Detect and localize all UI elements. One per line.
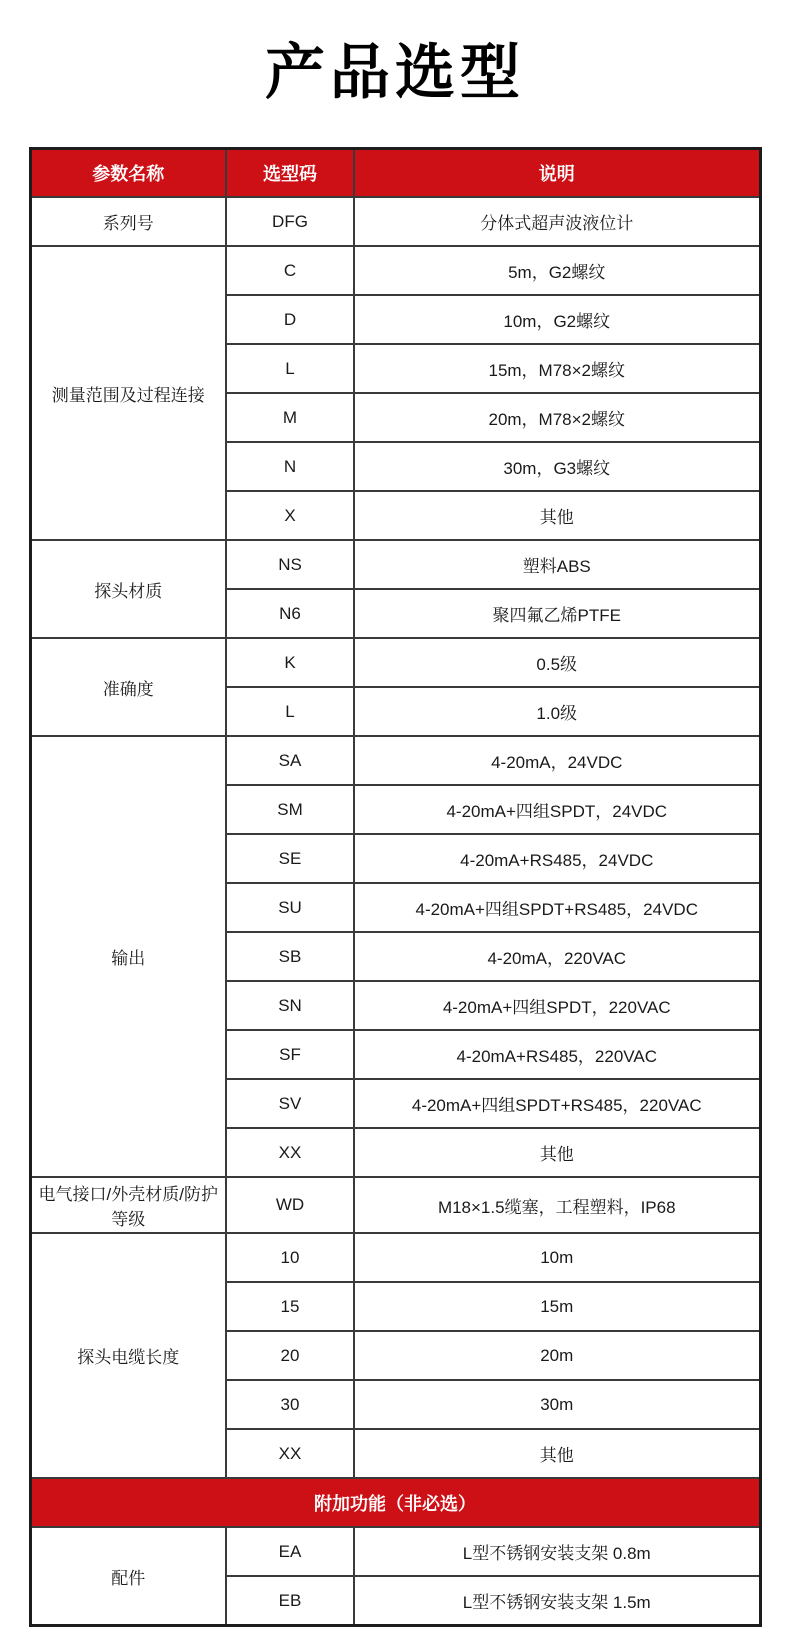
code-cell: EA [226,1527,354,1576]
code-cell: NS [226,540,354,589]
desc-cell: 4-20mA+四组SPDT，220VAC [354,981,760,1030]
desc-cell: 30m [354,1380,760,1429]
table-row [30,1527,760,1576]
code-cell: N6 [226,589,354,638]
desc-cell: 4-20mA+RS485，24VDC [354,834,760,883]
code-cell: L [226,344,354,393]
code-cell: N [226,442,354,491]
code-cell: SM [226,785,354,834]
code-cell: C [226,246,354,295]
desc-cell: 其他 [354,491,760,540]
code-cell: SA [226,736,354,785]
desc-cell: 1.0级 [354,687,760,736]
code-cell: XX [226,1429,354,1478]
desc-cell: 10m [354,1233,760,1282]
header-desc: 说明 [354,149,760,198]
desc-cell: 4-20mA+四组SPDT+RS485，220VAC [354,1079,760,1128]
code-cell: X [226,491,354,540]
table-row [30,736,760,785]
code-cell: 15 [226,1282,354,1331]
param-cell: 准确度 [30,638,226,736]
param-cell: 电气接口/外壳材质/防护等级 [30,1177,226,1233]
desc-cell: 20m [354,1331,760,1380]
desc-cell: M18×1.5缆塞，工程塑料，IP68 [354,1177,760,1233]
desc-cell: 4-20mA+四组SPDT+RS485，24VDC [354,883,760,932]
code-cell: SF [226,1030,354,1079]
code-cell: K [226,638,354,687]
param-cell: 系列号 [30,197,226,246]
table-row [30,1233,760,1282]
code-cell: EB [226,1576,354,1626]
desc-cell: 30m，G3螺纹 [354,442,760,491]
code-cell: SN [226,981,354,1030]
desc-cell: 15m，M78×2螺纹 [354,344,760,393]
header-param: 参数名称 [30,149,226,198]
code-cell: 30 [226,1380,354,1429]
desc-cell: 其他 [354,1128,760,1177]
desc-cell: 5m，G2螺纹 [354,246,760,295]
code-cell: L [226,687,354,736]
desc-cell: 聚四氟乙烯PTFE [354,589,760,638]
code-cell: WD [226,1177,354,1233]
code-cell: SV [226,1079,354,1128]
table-row [30,246,760,295]
desc-cell: 其他 [354,1429,760,1478]
header-code: 选型码 [226,149,354,198]
code-cell: SU [226,883,354,932]
code-cell: XX [226,1128,354,1177]
param-cell: 配件 [30,1527,226,1626]
param-cell: 输出 [30,736,226,1177]
code-cell: DFG [226,197,354,246]
code-cell: M [226,393,354,442]
table-header-row [30,149,760,198]
desc-cell: 0.5级 [354,638,760,687]
desc-cell: 15m [354,1282,760,1331]
desc-cell: 4-20mA+四组SPDT，24VDC [354,785,760,834]
table-row [30,540,760,589]
code-cell: 20 [226,1331,354,1380]
desc-cell: 4-20mA，220VAC [354,932,760,981]
table-row [30,1177,760,1233]
code-cell: D [226,295,354,344]
section-banner-row [30,1478,760,1527]
param-cell: 测量范围及过程连接 [30,246,226,540]
desc-cell: L型不锈钢安装支架 1.5m [354,1576,760,1626]
desc-cell: 10m，G2螺纹 [354,295,760,344]
page-title: 产品选型 [265,39,525,106]
desc-cell: 分体式超声波液位计 [354,197,760,246]
desc-cell: 4-20mA+RS485，220VAC [354,1030,760,1079]
param-cell: 探头电缆长度 [30,1233,226,1478]
desc-cell: L型不锈钢安装支架 0.8m [354,1527,760,1576]
desc-cell: 塑料ABS [354,540,760,589]
desc-cell: 4-20mA，24VDC [354,736,760,785]
param-cell: 探头材质 [30,540,226,638]
section-banner: 附加功能（非必选） [30,1478,760,1527]
product-selection-table [29,147,762,1627]
code-cell: SE [226,834,354,883]
table-row [30,197,760,246]
desc-cell: 20m，M78×2螺纹 [354,393,760,442]
table-row [30,638,760,687]
code-cell: SB [226,932,354,981]
code-cell: 10 [226,1233,354,1282]
